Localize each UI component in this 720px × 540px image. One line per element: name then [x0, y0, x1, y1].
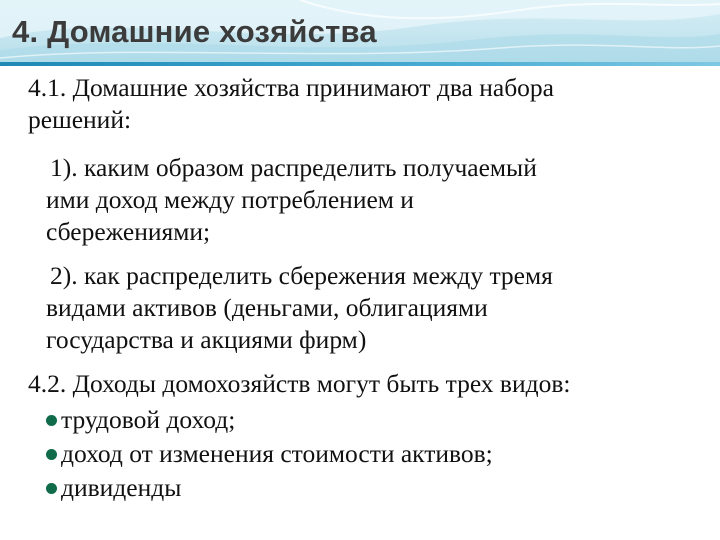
list-item-text: доход от изменения стоимости активов; [61, 439, 493, 468]
list-item-text: трудовой доход; [61, 405, 236, 434]
item-2-line-3: государства и акциями фирм) [46, 325, 367, 354]
list-item [46, 472, 181, 504]
slide-title: 4. Домашние хозяйства [12, 14, 377, 49]
bullet-dot-icon [46, 483, 57, 494]
bullet-dot-icon [46, 415, 57, 426]
list-item [46, 404, 235, 436]
item-2-line-1: 2). как распределить сбережения между тремя [50, 261, 553, 290]
list-item [46, 438, 493, 470]
title-band [0, 0, 720, 62]
title-divider [0, 62, 720, 66]
item-2-line-2: видами активов (деньгами, облигациями [46, 293, 488, 322]
list-item-text: дивиденды [61, 473, 182, 502]
section-4-2-line-1: 4.2. Доходы домохозяйств могут быть трех видов: [28, 369, 571, 398]
item-1-line-2: ими доход между потреблением и [46, 185, 414, 214]
bullet-dot-icon [46, 449, 57, 460]
section-4-1-line-1: 4.1. Домашние хозяйства принимают два набора [28, 73, 554, 102]
item-1-line-1: 1). каким образом распределить получаемый [50, 153, 537, 182]
section-4-1-line-2: решений: [28, 105, 132, 134]
item-1-line-3: сбережениями; [46, 217, 211, 246]
